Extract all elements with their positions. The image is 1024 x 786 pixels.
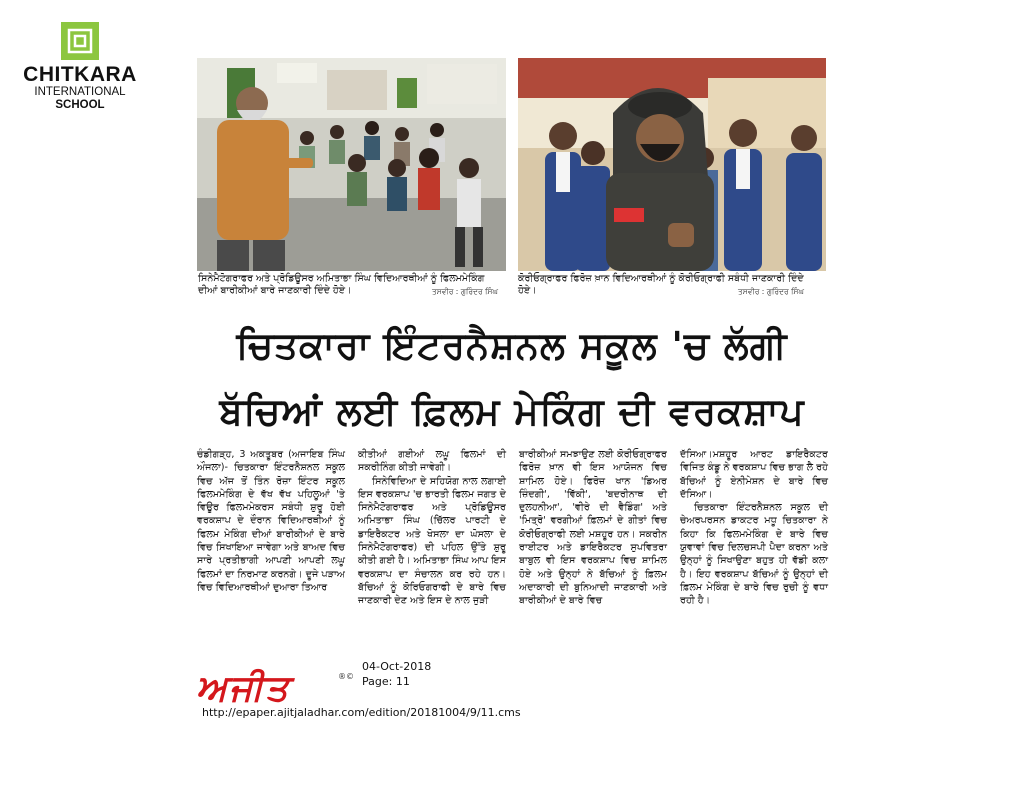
school-logo bbox=[22, 22, 138, 112]
headline-line-1: ਚਿਤਕਾਰਾ ਇੰਟਰਨੈਸ਼ਨਲ ਸਕੂਲ 'ਚ ਲੱਗੀ bbox=[236, 323, 788, 367]
masthead-name: ਅਜੀਤ bbox=[196, 667, 291, 709]
source-url: http://epaper.ajitjaladhar.com/edition/20181004/9/11.cms bbox=[202, 706, 521, 719]
article-column-3 bbox=[519, 448, 667, 608]
choreographer-photo-credit: ਤਸਵੀਰ : ਗੁਰਿੰਦਰ ਸਿੰਘ bbox=[738, 287, 804, 296]
article-column-1 bbox=[197, 448, 345, 594]
registered-mark: ®© bbox=[338, 672, 354, 681]
paragraph: ਕੀਤੀਆਂ ਗਈਆਂ ਲਘੂ ਫਿਲਮਾਂ ਦੀ ਸਕਰੀਨਿੰਗ ਕੀਤੀ ਜਾਵੇਗੀ। bbox=[358, 449, 506, 474]
logo-line-international: INTERNATIONAL bbox=[34, 86, 126, 98]
choreographer-photo bbox=[518, 58, 826, 271]
logo-icon bbox=[61, 22, 99, 60]
page-number: Page: 11 bbox=[362, 675, 410, 688]
workshop-photo bbox=[197, 58, 506, 271]
headline-line-2: ਬੱਚਿਆਂ ਲਈ ਫ਼ਿਲਮ ਮੇਕਿੰਗ ਦੀ ਵਰਕਸ਼ਾਪ bbox=[219, 389, 805, 433]
workshop-photo-credit: ਤਸਵੀਰ : ਗੁਰਿੰਦਰ ਸਿੰਘ bbox=[432, 287, 498, 296]
logo-line-school: SCHOOL bbox=[55, 99, 105, 111]
newspaper-clipping bbox=[196, 58, 828, 726]
paragraph: ਬਾਰੀਕੀਆਂ ਸਮਝਾਉਣ ਲਈ ਕੋਰੀਓਗ੍ਰਾਫਰ ਫਿਰੋਜ਼ ਖ਼ਾਨ ਵੀ ਇਸ ਆਯੋਜਨ ਵਿਚ ਸ਼ਾਮਿਲ ਹੋਏ। ਫਿਰੋਜ਼ ਖਾਨ 'ਡਿਅਰ ਜ਼ਿੰਦਗੀ', 'ਵਿੱਕੀ', 'ਬਦਰੀਨਾਥ ਦੀ ਦੁਲਹਨੀਆ', 'ਵੀਰੇ ਦੀ ਵੈਡਿੰਗ' ਅਤੇ 'ਮਿਤ੍ਰੋ' ਵਰਗੀਆਂ ਫ਼ਿਲਮਾਂ ਦੇ ਗੀਤਾਂ ਵਿਚ ਕੋਰੀਓਗ੍ਰਾਫੀ ਲਈ ਮਸ਼ਹੂਰ ਹਨ। ਸਕਰੀਨ ਰਾਈਟਰ ਅਤੇ ਡਾਇਰੈਕਟਰ ਸੁਪਵਿਤਰਾ ਬਾਬੁਲ ਵੀ ਇਸ ਵਰਕਸ਼ਾਪ ਵਿਚ ਸ਼ਾਮਿਲ ਹੋਏ ਅਤੇ ਉਨ੍ਹਾਂ ਨੇ ਬੱਚਿਆਂ ਨੂੰ ਫ਼ਿਲਮ ਅਦਾਕਾਰੀ ਦੀ ਬੁਨਿਆਦੀ ਜਾਣਕਾਰੀ ਅਤੇ ਬਾਰੀਕੀਆਂ ਦੇ ਬਾਰੇ ਵਿਚ bbox=[519, 449, 667, 607]
paragraph: ਸਿਨੇਵਿਦਿਆ ਦੇ ਸਹਿਯੋਗ ਨਾਲ ਲਗਾਈ ਇਸ ਵਰਕਸ਼ਾਪ 'ਚ ਭਾਰਤੀ ਫਿਲਮ ਜਗਤ ਦੇ ਸਿਨੇਮੈਟੋਗਰਾਫਰ ਅਤੇ ਪ੍ਰੋਡਿਊਸਰ ਅਮਿਤਾਭਾ ਸਿੰਘ (ਚਿੱਲਰ ਪਾਰਟੀ ਦੇ ਡਾਇਰੈਕਟਰ ਅਤੇ ਖੋਸਲਾ ਦਾ ਘੋਸਲਾ ਦੇ ਸਿਨੇਮੈਟੋਗਰਾਫਰ) ਦੀ ਪਹਿਲ ਉੱਤੇ ਸ਼ੁਰੂ ਕੀਤੀ ਗਈ ਹੈ। ਅਮਿਤਾਭਾ ਸਿੰਘ ਆਪ ਇਸ ਵਰਕਸ਼ਾਪ ਦਾ ਸੰਚਾਲਨ ਕਰ ਰਹੇ ਹਨ। ਬੱਚਿਆਂ ਨੂੰ ਕੋਰਿਓਗਰਾਫੀ ਦੇ ਬਾਰੇ ਵਿਚ ਜਾਣਕਾਰੀ ਦੇਣ ਅਤੇ ਇਸ ਦੇ ਨਾਲ ਜੁੜੀ bbox=[358, 475, 506, 607]
logo-name: CHITKARA bbox=[23, 63, 137, 86]
paragraph: ਚੰਡੀਗੜ੍ਹ, 3 ਅਕਤੂਬਰ (ਅਜਾਇਬ ਸਿੰਘ ਔਜਲਾ)- ਚਿਤਕਾਰਾ ਇੰਟਰਨੈਸ਼ਨਲ ਸਕੂਲ ਵਿਚ ਅੱਜ ਤੋਂ ਤਿੰਨ ਰੋਜ਼ਾ ਇੰਟਰ ਸਕੂਲ ਫਿਲਮਮੇਕਿੰਗ ਦੇ ਵੱਖ ਵੱਖ ਪਹਿਲੂਆਂ 'ਤੇ ਵਿਊਰ ਫਿਲਮਮੇਕਰਸ ਸਬੰਧੀ ਸ਼ੁਰੂ ਹੋਈ ਵਰਕਸ਼ਾਪ ਦੇ ਦੌਰਾਨ ਵਿਦਿਆਰਥੀਆਂ ਨੂੰ ਫਿਲਮ ਮੇਕਿੰਗ ਦੀਆਂ ਬਾਰੀਕੀਆਂ ਦੇ ਬਾਰੇ ਵਿਚ ਸਿਖਾਇਆ ਜਾਵੇਗਾ ਅਤੇ ਬਾਅਦ ਵਿਚ ਸਾਰੇ ਪ੍ਰਤੀਭਾਗੀ ਆਪਣੀ ਆਪਣੀ ਲਘੂ ਫਿਲਮਾਂ ਦਾ ਨਿਰਮਾਣ ਕਰਨਗੇ। ਦੂਜੇ ਪੜਾਅ ਵਿਚ ਵਿਦਿਆਰਥੀਆਂ ਦੁਆਰਾ ਤਿਆਰ bbox=[197, 449, 345, 593]
workshop-photo-caption: ਸਿਨੇਮੈਟੋਗਰਾਫਰ ਅਤੇ ਪ੍ਰੋਡਿਊਸਰ ਅਮਿਤਾਭਾ ਸਿੰਘ ਵਿਦਿਆਰਥੀਆਂ ਨੂੰ ਫਿਲਮਮੇਕਿੰਗ ਦੀਆਂ ਬਾਰੀਕੀਆਂ ਬਾਰੇ ਜਾਣਕਾਰੀ ਦਿੰਦੇ ਹੋਏ। bbox=[198, 273, 485, 296]
edition-date: 04-Oct-2018 bbox=[362, 660, 432, 673]
newspaper-masthead bbox=[196, 668, 356, 708]
paragraph: ਚਿਤਕਾਰਾ ਇੰਟਰਨੈਸ਼ਨਲ ਸਕੂਲ ਦੀ ਚੇਅਰਪਰਸਨ ਡਾਕਟਰ ਮਧੂ ਚਿਤਕਾਰਾ ਨੇ ਕਿਹਾ ਕਿ ਫਿਲਮਮੇਕਿੰਗ ਦੇ ਬਾਰੇ ਵਿਚ ਯੁਵਾਵਾਂ ਵਿਚ ਦਿਲਚਸਪੀ ਪੈਦਾ ਕਰਨਾ ਅਤੇ ਉਨ੍ਹਾਂ ਨੂੰ ਸਿਖਾਉਣਾ ਬਹੁਤ ਹੀ ਵੱਡੀ ਕਲਾ ਹੈ। ਇਹ ਵਰਕਸ਼ਾਪ ਬੱਚਿਆਂ ਨੂੰ ਉਨ੍ਹਾਂ ਦੀ ਫ਼ਿਲਮ ਮੇਕਿੰਗ ਦੇ ਬਾਰੇ ਵਿਚ ਰੁਚੀ ਨੂੰ ਵਧਾ ਰਹੀ ਹੈ। bbox=[680, 502, 828, 607]
article-column-4 bbox=[680, 448, 828, 608]
article-column-2 bbox=[358, 448, 506, 608]
choreographer-photo-caption: ਕੋਰੀਓਗ੍ਰਾਫਰ ਫਿਰੋਜ਼ ਖ਼ਾਨ ਵਿਦਿਆਰਥੀਆਂ ਨੂੰ ਕੋਰੀਓਗ੍ਰਾਫੀ ਸਬੰਧੀ ਜਾਣਕਾਰੀ ਦਿੰਦੇ ਹੋਏ। bbox=[518, 273, 804, 296]
article-body bbox=[196, 448, 828, 660]
paragraph: ਦੱਸਿਆ।ਮਸ਼ਹੂਰ ਆਰਟ ਡਾਇਰੈਕਟਰ ਵਿਜਿਤ ਕੰਡੂ ਨੇ ਵਰਕਸ਼ਾਪ ਵਿਚ ਭਾਗ ਲੈ ਰਹੇ ਬੱਚਿਆਂ ਨੂੰ ਏਨੀਮੇਸ਼ਨ ਦੇ ਬਾਰੇ ਵਿਚ ਦੱਸਿਆ। bbox=[680, 449, 828, 500]
